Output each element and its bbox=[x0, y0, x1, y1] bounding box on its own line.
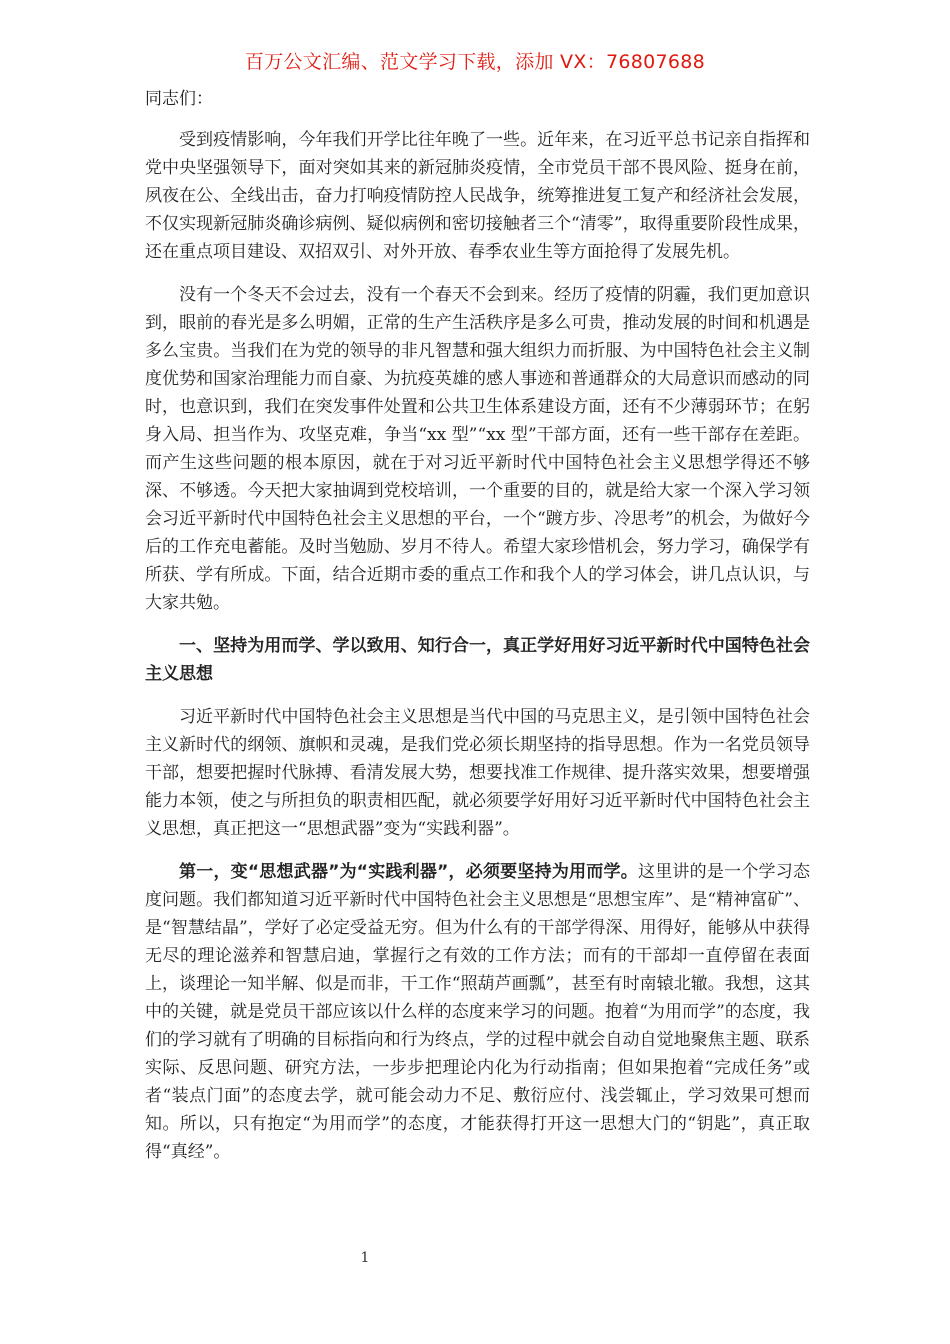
salutation: 同志们： bbox=[145, 89, 213, 109]
point-paragraph bbox=[145, 858, 810, 1166]
section-heading: 一、坚持为用而学、学以致用、知行合一，真正学好用好习近平新时代中国特色社会主义思想 bbox=[145, 636, 810, 684]
point-body: 这里讲的是一个学习态度问题。我们都知道习近平新时代中国特色社会主义思想是“思想宝库”、是“精神富矿”、是“智慧结晶”，学好了必定受益无穷。但为什么有的干部学得深、用得好，能够从中获得无尽的理论滋养和智慧启迪，掌握行之有效的工作方法；而有的干部却一直停留在表面上，谈理论一知半解、似是而非，干工作“照葫芦画瓢”，甚至有时南辕北辙。我想，这其中的关键，就是党员干部应该以什么样的态度来学习的问题。抱着“为用而学”的态度，我们的学习就有了明确的目标指向和行为终点，学的过程中就会自动自觉地聚焦主题、联系实际、反思问题、研究方法，一步步把理论内化为行动指南；但如果抱着“完成任务”或者“装点门面”的态度去学，就可能会动力不足、敷衍应付、浅尝辄止，学习效果可想而知。所以，只有抱定“为用而学”的态度，才能获得打开这一思想大门的“钥匙”，真正取得“真经”。 bbox=[145, 862, 810, 1162]
section-paragraph: 习近平新时代中国特色社会主义思想是当代中国的马克思主义，是引领中国特色社会主义新时代的纲领、旗帜和灵魂，是我们党必须长期坚持的指导思想。作为一名党员领导干部，想要把握时代脉搏、看清发展大势，想要找准工作规律、提升落实效果，想要增强能力本领，使之与所担负的职责相匹配，就必须要学好用好习近平新时代中国特色社会主义思想，真正把这一“思想武器”变为“实践利器”。 bbox=[145, 707, 810, 839]
document-body bbox=[145, 86, 810, 1181]
point-lead: 第一，变“思想武器”为“实践利器”，必须要坚持为用而学。 bbox=[179, 862, 638, 882]
body-paragraph-2: 没有一个冬天不会过去，没有一个春天不会到来。经历了疫情的阴霾，我们更加意识到，眼前的春光是多么明媚，正常的生产生活秩序是多么可贵，推动发展的时间和机遇是多么宝贵。当我们在为党的领导的非凡智慧和强大组织力而折服、为中国特色社会主义制度优势和国家治理能力而自豪、为抗疫英雄的感人事迹和普通群众的大局意识而感动的同时，也意识到，我们在突发事件处置和公共卫生体系建设方面，还有不少薄弱环节；在躬身入局、担当作为、攻坚克难，争当“xx 型”“xx 型”干部方面，还有一些干部存在差距。而产生这些问题的根本原因，就在于对习近平新时代中国特色社会主义思想学得还不够深、不够透。今天把大家抽调到党校培训，一个重要的目的，就是给大家一个深入学习领会习近平新时代中国特色社会主义思想的平台，一个“踱方步、冷思考”的机会，为做好今后的工作充电蓄能。及时当勉励、岁月不待人。希望大家珍惜机会，努力学习，确保学有所获、学有所成。下面，结合近期市委的重点工作和我个人的学习体会，讲几点认识，与大家共勉。 bbox=[145, 285, 810, 613]
body-paragraph-1: 受到疫情影响，今年我们开学比往年晚了一些。近年来，在习近平总书记亲自指挥和党中央坚强领导下，面对突如其来的新冠肺炎疫情，全市党员干部不畏风险、挺身在前，夙夜在公、全线出击，奋力打响疫情防控人民战争，统筹推进复工复产和经济社会发展，不仅实现新冠肺炎确诊病例、疑似病例和密切接触者三个“清零”，取得重要阶段性成果，还在重点项目建设、双招双引、对外开放、春季农业生等方面抢得了发展先机。 bbox=[145, 130, 810, 262]
watermark-banner: 百万公文汇编、范文学习下载，添加 VX：76807688 bbox=[244, 51, 706, 73]
page-number: 1 bbox=[360, 1250, 370, 1266]
